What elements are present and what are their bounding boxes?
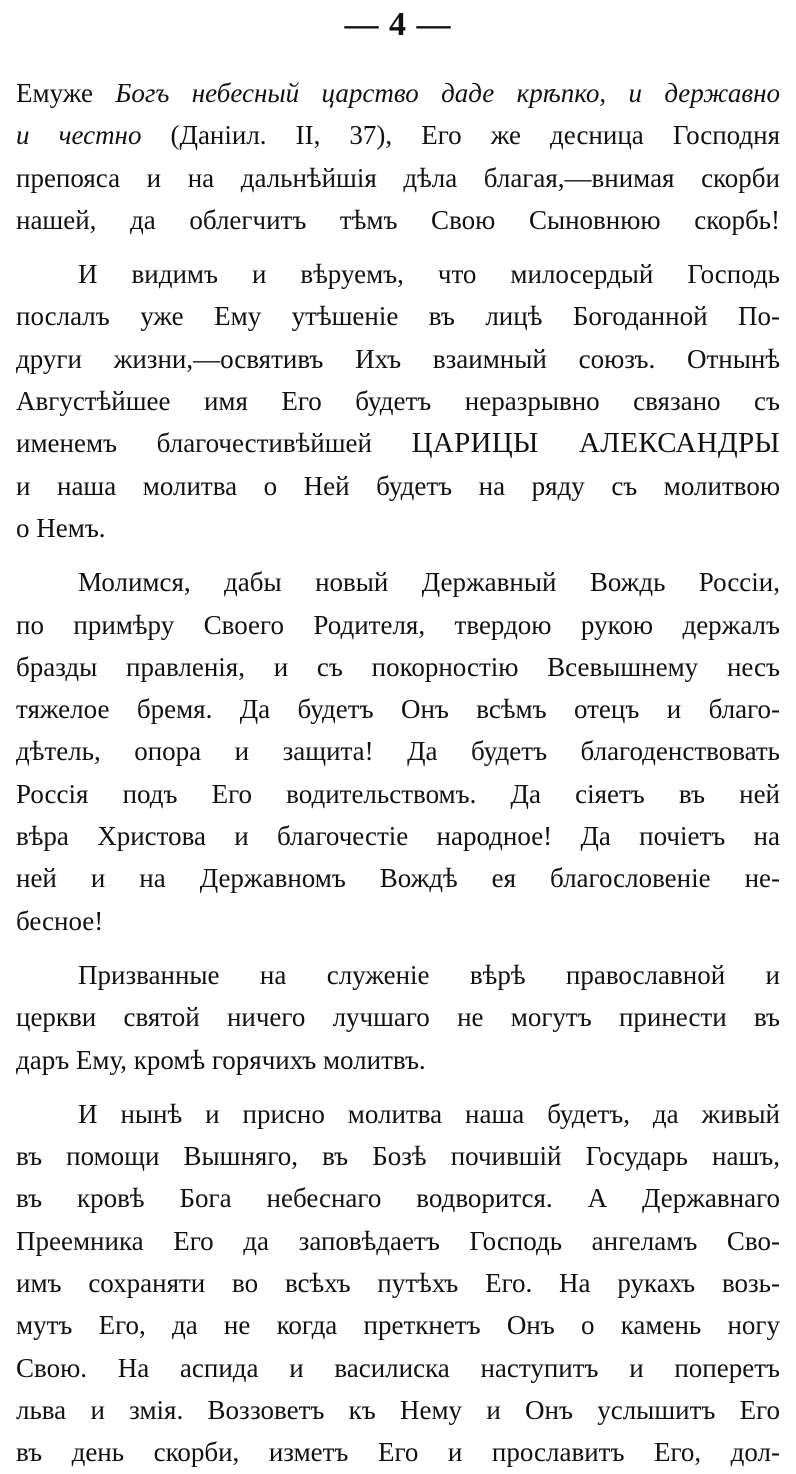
tsaritsa-name: ЦАРИЦЫ АЛЕКСАНДРЫ <box>411 427 780 460</box>
text-run: Емуже <box>16 78 116 108</box>
text-line <box>16 72 780 114</box>
text-line: и наша молитва о Ней будетъ на ряду съ молитвою <box>16 470 780 501</box>
text-line: по примѣру Своего Родителя, твердою рукою держалъ <box>16 609 780 640</box>
paragraph-1 <box>16 72 780 241</box>
text-line: бесное! <box>16 905 104 936</box>
paragraph-3 <box>16 561 780 942</box>
paragraph-gap <box>16 942 780 954</box>
scripture-quote: Богъ небесный царство даде крѣпко, и державно <box>115 78 780 108</box>
paragraph-4 <box>16 954 780 1081</box>
text-line: церкви святой ничего лучшаго не могутъ принести въ <box>16 1002 780 1033</box>
text-line: Призванные на служеніе вѣрѣ православной и <box>78 959 780 990</box>
text-line: льва и змія. Воззоветъ къ Нему и Онъ услышитъ Его <box>16 1394 780 1425</box>
text-line: Августѣйшее имя Его будетъ неразрывно связано съ <box>16 386 780 417</box>
text-line: Россія подъ Его водительствомъ. Да сіяетъ въ ней <box>16 778 780 809</box>
text-line: тяжелое бремя. Да будетъ Онъ всѣмъ отецъ и благо- <box>16 694 780 725</box>
text-line: имъ сохраняти во всѣхъ путѣхъ Его. На рукахъ возь- <box>16 1268 780 1299</box>
text-line: мутъ Его, да не когда преткнетъ Онъ о камень ногу <box>16 1310 780 1341</box>
text-line: даръ Ему, кромѣ горячихъ молитвъ. <box>16 1044 426 1075</box>
text-line: послалъ уже Ему утѣшеніе въ лицѣ Богоданной По- <box>16 301 780 332</box>
text-line: бразды правленія, и съ покорностію Всевышнему несъ <box>16 651 780 682</box>
text-line <box>16 114 780 156</box>
text-line: препояса и на дальнѣйшія дѣла благая,—внимая скорби <box>16 162 780 193</box>
text-line: въ помощи Вышняго, въ Бозѣ почившій Государь нашъ, <box>16 1141 780 1172</box>
paragraph-5 <box>16 1093 780 1474</box>
text-line: вѣра Христова и благочестіе народное! Да почіетъ на <box>16 821 780 852</box>
text-line: въ день скорби, изметъ Его и прославитъ Его, дол- <box>16 1437 780 1468</box>
text-line: ней и на Державномъ Вождѣ ея благословеніе не- <box>16 863 780 894</box>
text-run: именемъ благочестивѣйшей <box>16 428 412 459</box>
scripture-quote: и честно <box>16 120 142 151</box>
text-line <box>16 422 780 464</box>
text-line: Свою. На аспида и василиска наступитъ и поперетъ <box>16 1352 780 1383</box>
paragraph-gap <box>16 241 780 253</box>
text-line: Молимся, дабы новый Державный Вождь Россіи, <box>78 567 780 598</box>
text-line: нашей, да облегчитъ тѣмъ Свою Сыновнюю скорбь! <box>16 204 780 235</box>
text-line: дѣтель, опора и защита! Да будетъ благоденствовать <box>16 736 780 767</box>
text-run: (Даніил. II, 37), Его же десница Господня <box>141 120 780 151</box>
text-line: Преемника Его да заповѣдаетъ Господь ангеламъ Сво- <box>16 1225 780 1256</box>
page-number: — 4 — <box>344 6 452 43</box>
text-line: други жизни,—освятивъ Ихъ взаимный союзъ. Отнынѣ <box>16 343 780 374</box>
paragraph-gap <box>16 1081 780 1093</box>
text-line: И нынѣ и присно молитва наша будетъ, да живый <box>78 1098 780 1129</box>
paragraph-gap <box>16 549 780 561</box>
body-text <box>16 72 780 1474</box>
text-line: о Немъ. <box>16 512 106 543</box>
paragraph-2 <box>16 253 780 549</box>
text-line: И видимъ и вѣруемъ, что милосердый Господь <box>78 259 780 290</box>
text-line: въ кровѣ Бога небеснаго водворится. А Державнаго <box>16 1183 780 1214</box>
